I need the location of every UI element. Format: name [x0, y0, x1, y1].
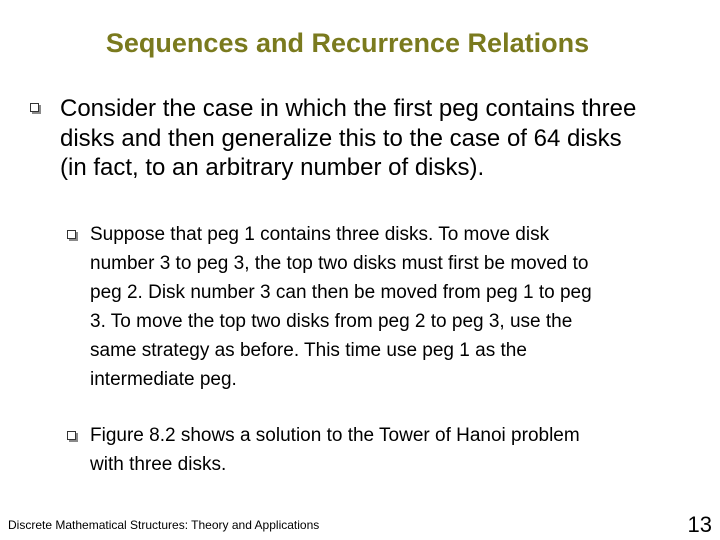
sub-bullet-text: Figure 8.2 shows a solution to the Tower of Hanoi problem with three disks.	[90, 425, 580, 475]
footer-text: Discrete Mathematical Structures: Theory and Applications	[8, 518, 320, 532]
main-bullet-text: Consider the case in which the first peg contains three disks and then generalize this to the case of 64 disks (in fact, to an arbitrary number of disks).	[60, 95, 637, 181]
page-number: 13	[687, 512, 712, 537]
bullet-icon	[67, 431, 76, 440]
slide-title: Sequences and Recurrence Relations	[105, 28, 590, 58]
bullet-icon	[67, 230, 76, 239]
bullet-icon	[30, 103, 39, 112]
sub-bullet-text: Suppose that peg 1 contains three disks. To move disk number 3 to peg 3, the top two disks must first be moved to peg 2. Disk number 3 can then be moved from peg 1 to peg 3. To move the top two disks from peg 2 to peg 3, use the same strategy as before. This time use peg 1 as the intermediate peg.	[90, 224, 592, 390]
